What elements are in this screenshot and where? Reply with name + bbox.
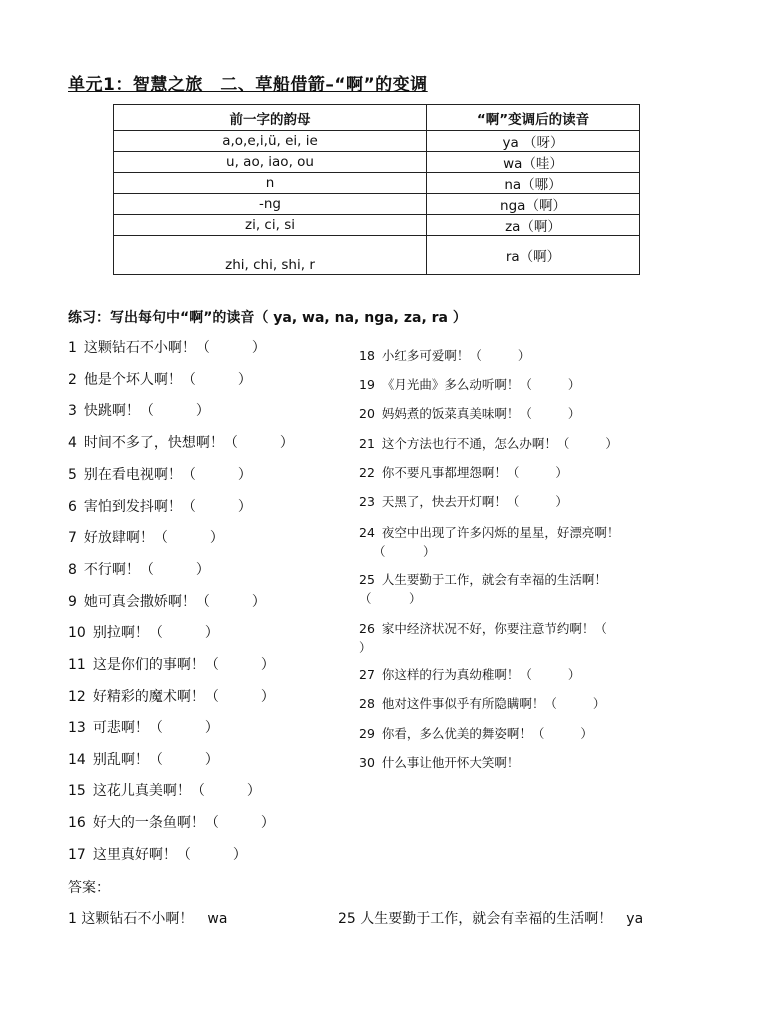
question-item: 13 可悲啊！（ ） [68,720,219,736]
question-item: 25 人生要勤于工作，就会有幸福的生活啊！ （ ） [359,572,607,606]
question-item: 10 别拉啊！（ ） [68,625,219,641]
table-header-reading: “啊”变调后的读音 [427,105,640,131]
table-cell: ra（啊） [427,236,640,275]
table-cell: n [114,173,427,194]
question-item: 7 好放肆啊！（ ） [68,530,224,546]
table-cell: wa（哇） [427,152,640,173]
question-item: 21 这个方法也行不通，怎么办啊！（ ） [359,436,618,451]
answer-item: 25 人生要勤于工作，就会有幸福的生活啊！ ya [338,911,644,927]
question-item: 3 快跳啊！（ ） [68,403,210,419]
question-item: 8 不行啊！（ ） [68,562,210,578]
question-item: 24 夜空中出现了许多闪烁的星星，好漂亮啊！ （ ） [359,525,620,559]
table-header-row [114,105,640,131]
table-cell: zi, ci, si [114,215,427,236]
table-row [114,194,640,215]
table-row [114,236,640,275]
table-cell: zhi, chi, shi, r [114,236,427,275]
table-cell: a,o,e,i,ü, ei, ie [114,131,427,152]
question-item: 27 你这样的行为真幼稚啊！（ ） [359,667,581,682]
question-item: 9 她可真会撒娇啊！（ ） [68,594,266,610]
question-item: 15 这花儿真美啊！（ ） [68,783,261,799]
table-row [114,131,640,152]
question-item: 11 这是你们的事啊！（ ） [68,657,275,673]
question-item: 30 什么事让他开怀大笑啊！ [359,755,520,770]
question-item: 22 你不要凡事都埋怨啊！（ ） [359,465,568,480]
question-item: 4 时间不多了，快想啊！（ ） [68,435,294,451]
question-item: 29 你看，多么优美的舞姿啊！（ ） [359,726,593,741]
question-item: 6 害怕到发抖啊！（ ） [68,499,252,515]
question-item: 2 他是个坏人啊！（ ） [68,372,252,388]
question-item: 5 别在看电视啊！（ ） [68,467,252,483]
question-item: 12 好精彩的魔术啊！（ ） [68,689,275,705]
question-item: 28 他对这件事似乎有所隐瞒啊！（ ） [359,696,606,711]
question-item: 16 好大的一条鱼啊！（ ） [68,815,275,831]
question-item: 14 别乱啊！（ ） [68,752,219,768]
table-cell: ya （呀） [427,131,640,152]
table-cell: na（哪） [427,173,640,194]
table-cell: za（啊） [427,215,640,236]
practice-title: 练习：写出每句中“啊”的读音（ ya, wa, na, nga, za, ra ） [68,310,467,326]
table-row [114,173,640,194]
question-item: 23 天黑了，快去开灯啊！（ ） [359,494,568,509]
question-item: 19 《月光曲》多么动听啊！（ ） [359,377,581,392]
clipped-question [359,754,659,770]
answer-item: 1 这颗钻石不小啊！ wa [68,911,228,927]
tone-change-table [113,104,640,275]
question-item: 17 这里真好啊！（ ） [68,847,247,863]
table-cell: nga（啊） [427,194,640,215]
question-item: 20 妈妈煮的饭菜真美味啊！（ ） [359,406,581,421]
table-row [114,215,640,236]
page-title: 单元1：智慧之旅 二、草船借箭–“啊”的变调 [68,75,428,95]
table-row [114,152,640,173]
table-cell: u, ao, iao, ou [114,152,427,173]
question-item: 1 这颗钻石不小啊！（ ） [68,340,266,356]
answers-title: 答案： [68,880,110,896]
table-cell: -ng [114,194,427,215]
table-header-final: 前一字的韵母 [114,105,427,131]
question-item: 26 家中经济状况不好，你要注意节约啊！（ ） [359,621,607,655]
question-item: 18 小红多可爱啊！（ ） [359,348,531,363]
